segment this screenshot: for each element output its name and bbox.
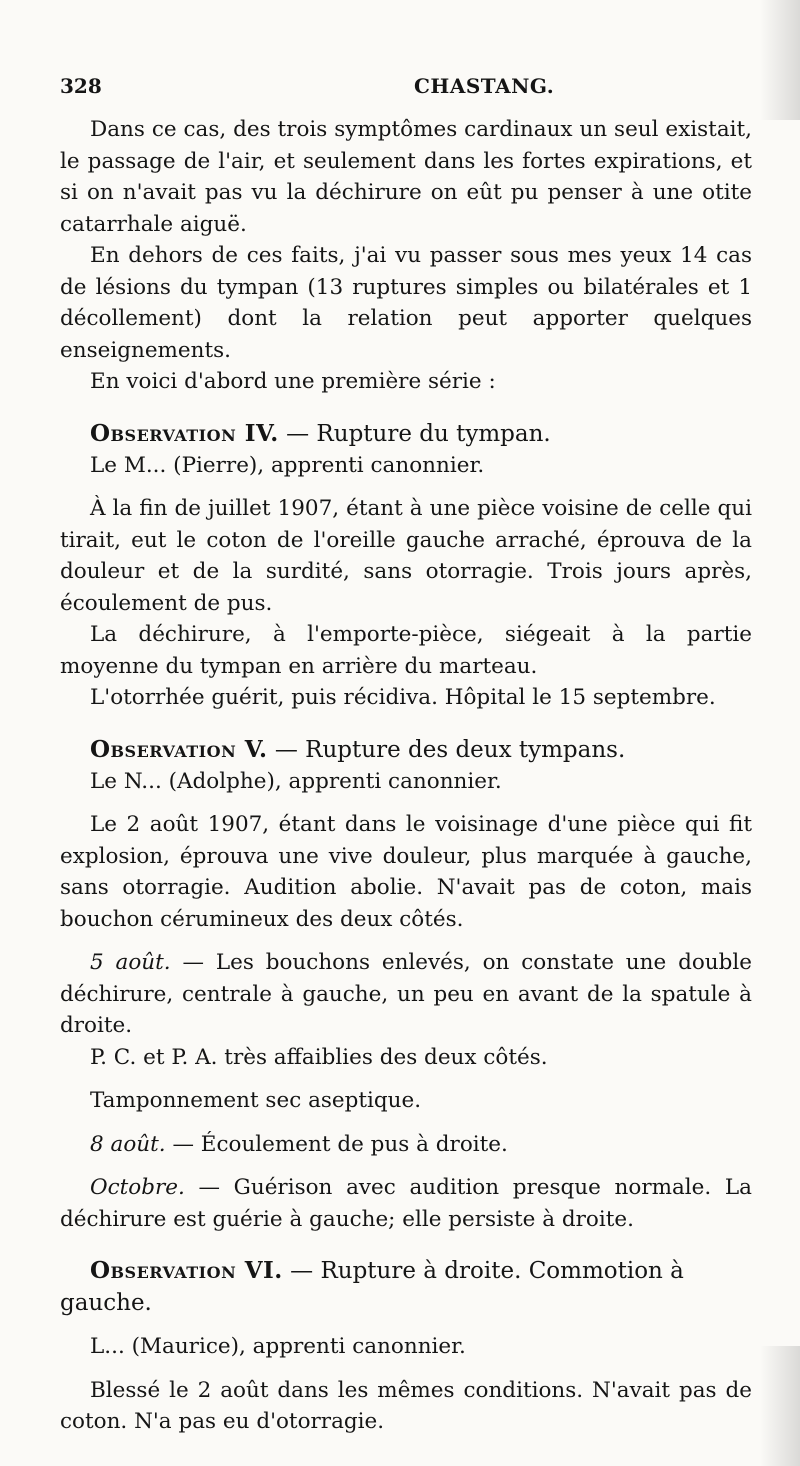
entry-date: Octobre. <box>90 1175 185 1200</box>
page-number: 328 <box>60 74 102 98</box>
page-body <box>60 114 752 1438</box>
observation-label: Observation VI. <box>90 1257 283 1284</box>
dated-entry <box>60 947 752 1042</box>
observation-heading <box>60 734 752 766</box>
running-title: CHASTANG. <box>414 74 555 98</box>
scan-edge-shadow <box>760 1346 800 1466</box>
paragraph: En voici d'abord une première série : <box>90 369 496 394</box>
entry-text: — Guérison avec audition presque normale. La déchirure est guérie à gauche; elle persiste à droite. <box>60 1175 752 1232</box>
entry-text: — Les bouchons enlevés, on constate une double déchirure, centrale à gauche, un peu en avant de la spatule à droite. <box>60 950 752 1038</box>
observation-heading <box>60 1255 752 1319</box>
paragraph: En dehors de ces faits, j'ai vu passer sous mes yeux 14 cas de lésions du tympan (13 ruptures simples ou bilatérales et 1 décollement) dont la relation peut apporter quelques enseignements. <box>60 243 752 363</box>
scan-edge-shadow <box>760 0 800 120</box>
entry-date: 8 août. <box>90 1131 166 1157</box>
entry-date: 5 août. <box>90 950 171 975</box>
page-header <box>60 74 750 104</box>
paragraph: Dans ce cas, des trois symptômes cardinaux un seul existait, le passage de l'air, et seulement dans les fortes expirations, et si on n'avait pas vu la déchirure on eût pu penser à une otite catarrhale aiguë. <box>60 117 752 237</box>
paragraph: À la fin de juillet 1907, étant à une pièce voisine de celle qui tirait, eut le coton de l'oreille gauche arraché, éprouva de la douleur et de la surdité, sans otorragie. Trois jours après, écoulement de pus. <box>60 496 752 616</box>
paragraph: Tamponnement sec aseptique. <box>90 1088 422 1113</box>
patient-line: Le M... (Pierre), apprenti canonnier. <box>90 452 485 478</box>
observation-title: — Rupture des deux tympans. <box>267 736 626 763</box>
paragraph: L'otorrhée guérit, puis récidiva. Hôpital le 15 septembre. <box>90 685 716 710</box>
observation-label: Observation IV. <box>90 419 279 447</box>
entry-text: — Écoulement de pus à droite. <box>165 1131 508 1157</box>
patient-line: Le N... (Adolphe), apprenti canonnier. <box>90 768 502 794</box>
patient-line: L... (Maurice), apprenti canonnier. <box>90 1334 466 1359</box>
observation-label: Observation V. <box>90 735 268 763</box>
observation-title: — Rupture à droite. Commotion à gauche. <box>60 1258 684 1316</box>
paragraph: P. C. et P. A. très affaiblies des deux côtés. <box>90 1044 548 1070</box>
observation-title: — Rupture du tympan. <box>278 420 551 447</box>
dated-entry <box>60 1172 752 1235</box>
paragraph: Le 2 août 1907, étant dans le voisinage d'une pièce qui fit explosion, éprouva une vive douleur, plus marquée à gauche, sans otorragie. Audition abolie. N'avait pas de coton, mais bouchon cérumineux des deux côtés. <box>60 812 752 932</box>
paragraph: Blessé le 2 août dans les mêmes conditions. N'avait pas de coton. N'a pas eu d'otorragie. <box>60 1377 752 1434</box>
paragraph: La déchirure, à l'emporte-pièce, siégeait à la partie moyenne du tympan en arrière du marteau. <box>60 622 752 679</box>
observation-heading <box>60 418 752 450</box>
dated-entry <box>60 1129 752 1161</box>
